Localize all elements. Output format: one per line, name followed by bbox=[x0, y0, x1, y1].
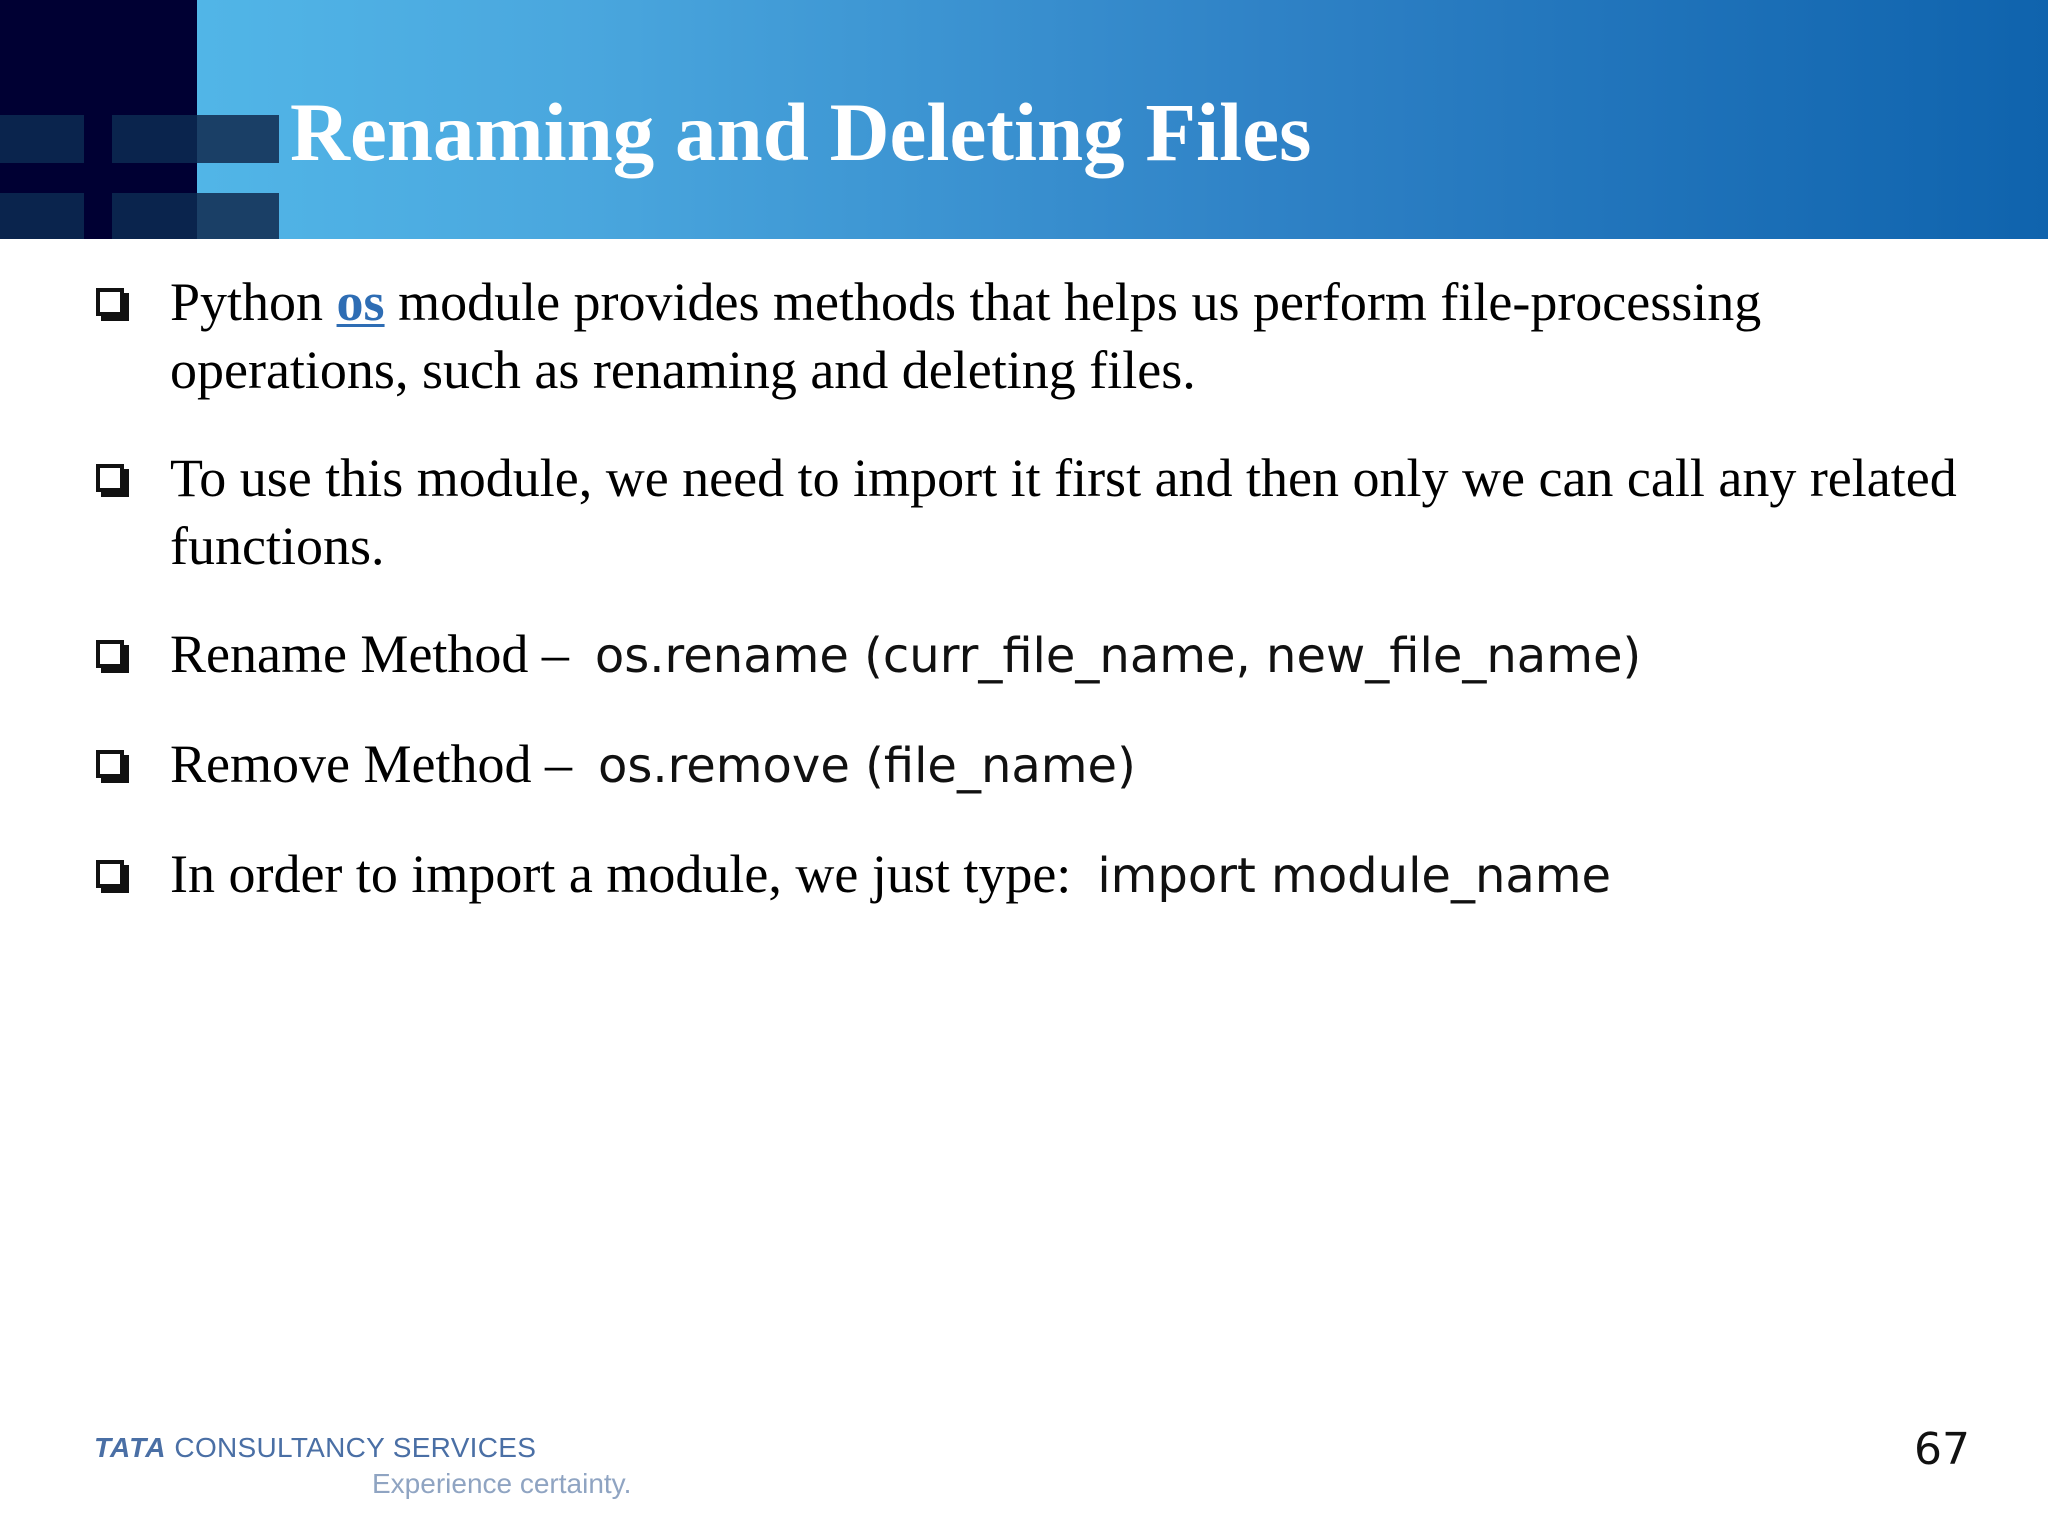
slide-title: Renaming and Deleting Files bbox=[290, 86, 1312, 178]
header-logo-block bbox=[0, 0, 197, 239]
header-decor-bar bbox=[197, 115, 279, 163]
checkbox-bullet-icon bbox=[96, 750, 124, 778]
bullet-item bbox=[96, 730, 1976, 800]
checkbox-bullet-icon bbox=[96, 464, 124, 492]
bullet-item bbox=[96, 840, 1976, 910]
header-decor-square bbox=[112, 115, 197, 163]
bullet-label: Remove Method – bbox=[170, 734, 572, 794]
company-name: CONSULTANCY SERVICES bbox=[174, 1432, 537, 1463]
bullet-item bbox=[96, 268, 1976, 404]
header-decor-square bbox=[0, 115, 84, 163]
code-snippet: os.remove (file_name) bbox=[597, 738, 1136, 794]
code-snippet: os.rename (curr_file_name, new_file_name) bbox=[594, 628, 1642, 684]
header-decor-square bbox=[0, 193, 84, 239]
checkbox-bullet-icon bbox=[96, 640, 124, 668]
bullet-label: Rename Method – bbox=[170, 624, 569, 684]
header-decor-square bbox=[112, 193, 197, 239]
checkbox-bullet-icon bbox=[96, 860, 124, 888]
bullet-text: To use this module, we need to import it first and then only we can call any related functions. bbox=[170, 448, 1957, 576]
bullet-text-suffix: module provides methods that helps us perform file-processing operations, such as renaming and deleting files. bbox=[170, 272, 1762, 400]
tcs-logo-icon bbox=[94, 1432, 536, 1464]
bullet-text-prefix: Python bbox=[170, 272, 337, 332]
bullet-label: In order to import a module, we just type: bbox=[170, 844, 1072, 904]
code-snippet: import module_name bbox=[1097, 848, 1612, 904]
bullet-item bbox=[96, 620, 1976, 690]
company-tagline: Experience certainty. bbox=[372, 1468, 632, 1499]
checkbox-bullet-icon bbox=[96, 288, 124, 316]
bullet-item bbox=[96, 444, 1976, 580]
bullet-list bbox=[96, 268, 1976, 950]
header-decor-bar bbox=[197, 193, 279, 239]
page-number: 67 bbox=[1914, 1424, 1970, 1475]
tata-brand-mark: TATA bbox=[94, 1432, 167, 1463]
slide-header bbox=[0, 0, 2048, 239]
os-module-link[interactable]: os bbox=[336, 272, 385, 332]
